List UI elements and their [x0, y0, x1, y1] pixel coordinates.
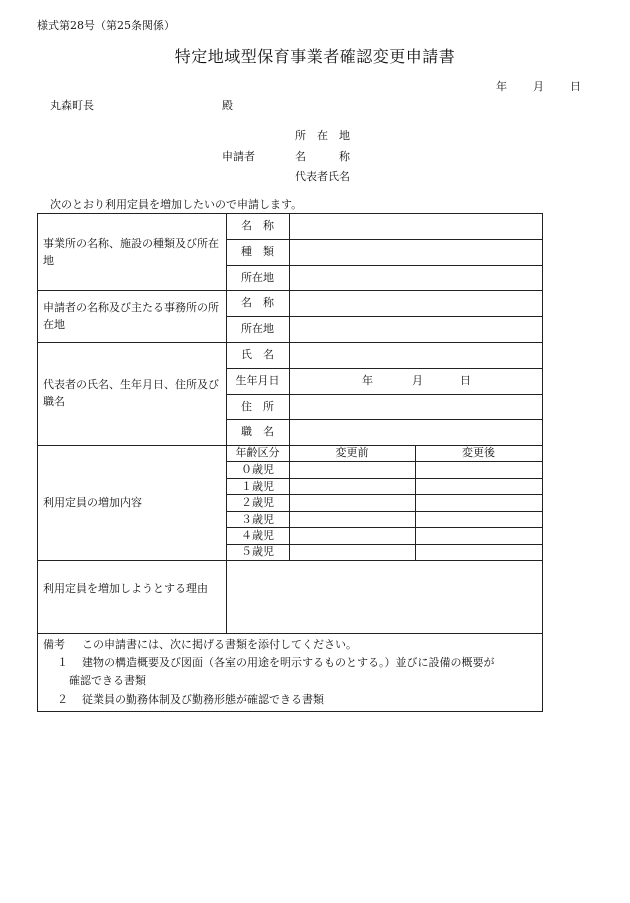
- date-year-label: 年: [496, 80, 507, 93]
- honorific: 殿: [222, 99, 233, 112]
- facility-address-label: 所在地: [241, 271, 274, 284]
- applicant-office-address-label: 所在地: [241, 322, 274, 335]
- notes-label: 備考: [43, 638, 65, 651]
- capacity-section-label: 利用定員の増加内容: [43, 496, 142, 509]
- capacity-age-row: ０歳児: [241, 463, 274, 476]
- representative-title-label: 職 名: [241, 425, 274, 438]
- note-number: ２: [57, 693, 68, 706]
- reason-section-label: 利用定員を増加しようとする理由: [43, 582, 208, 595]
- applicant-label: 申請者: [222, 150, 255, 163]
- birthdate-month-unit: 月: [412, 374, 423, 387]
- facility-section-label: 事業所の名称、施設の種類及び所在地: [43, 237, 219, 267]
- applicant-address-label: 所 在 地: [295, 129, 350, 142]
- capacity-age-row: ４歳児: [241, 529, 274, 542]
- representative-section-label: 代表者の氏名、生年月日、住所及び職名: [43, 378, 219, 408]
- capacity-age-header: 年齢区分: [235, 446, 280, 459]
- form-number: 様式第28号（第25条関係）: [37, 19, 175, 32]
- date-day-label: 日: [570, 80, 581, 93]
- page-title: 特定地域型保育事業者確認変更申請書: [174, 47, 456, 66]
- facility-name-label: 名 称: [241, 219, 274, 232]
- applicant-office-name-label: 名 称: [241, 296, 274, 309]
- note-text: 建物の構造概要及び図面（各室の用途を明示するものとする。）並びに設備の概要が: [82, 656, 495, 669]
- intro-text: 次のとおり利用定員を増加したいので申請します。: [50, 198, 303, 211]
- application-form-table: [37, 213, 543, 712]
- applicant-name-label: 名 称: [295, 150, 350, 163]
- capacity-age-row: １歳児: [241, 480, 274, 493]
- capacity-age-row: ３歳児: [241, 513, 274, 526]
- representative-name-label: 氏 名: [241, 348, 274, 361]
- capacity-after-header: 変更後: [462, 446, 495, 459]
- applicant-office-section-label: 申請者の名称及び主たる事務所の所在地: [43, 301, 219, 331]
- capacity-before-header: 変更前: [335, 446, 369, 459]
- capacity-age-row: ５歳児: [241, 545, 274, 558]
- note-text-continued: 確認できる書類: [69, 674, 146, 687]
- birthdate-day-unit: 日: [460, 374, 471, 387]
- notes-lead: この申請書には、次に掲げる書類を添付してください。: [82, 638, 357, 651]
- applicant-representative-label: 代表者氏名: [295, 170, 350, 183]
- facility-type-label: 種 類: [241, 245, 274, 258]
- capacity-age-row: ２歳児: [241, 496, 274, 509]
- representative-address-label: 住 所: [241, 400, 274, 413]
- birthdate-year-unit: 年: [362, 374, 373, 387]
- addressee: 丸森町長: [50, 99, 94, 112]
- representative-birthdate-label: 生年月日: [235, 374, 280, 387]
- date-month-label: 月: [533, 80, 544, 93]
- note-text: 従業員の勤務体制及び勤務形態が確認できる書類: [82, 693, 324, 706]
- note-number: １: [57, 656, 68, 669]
